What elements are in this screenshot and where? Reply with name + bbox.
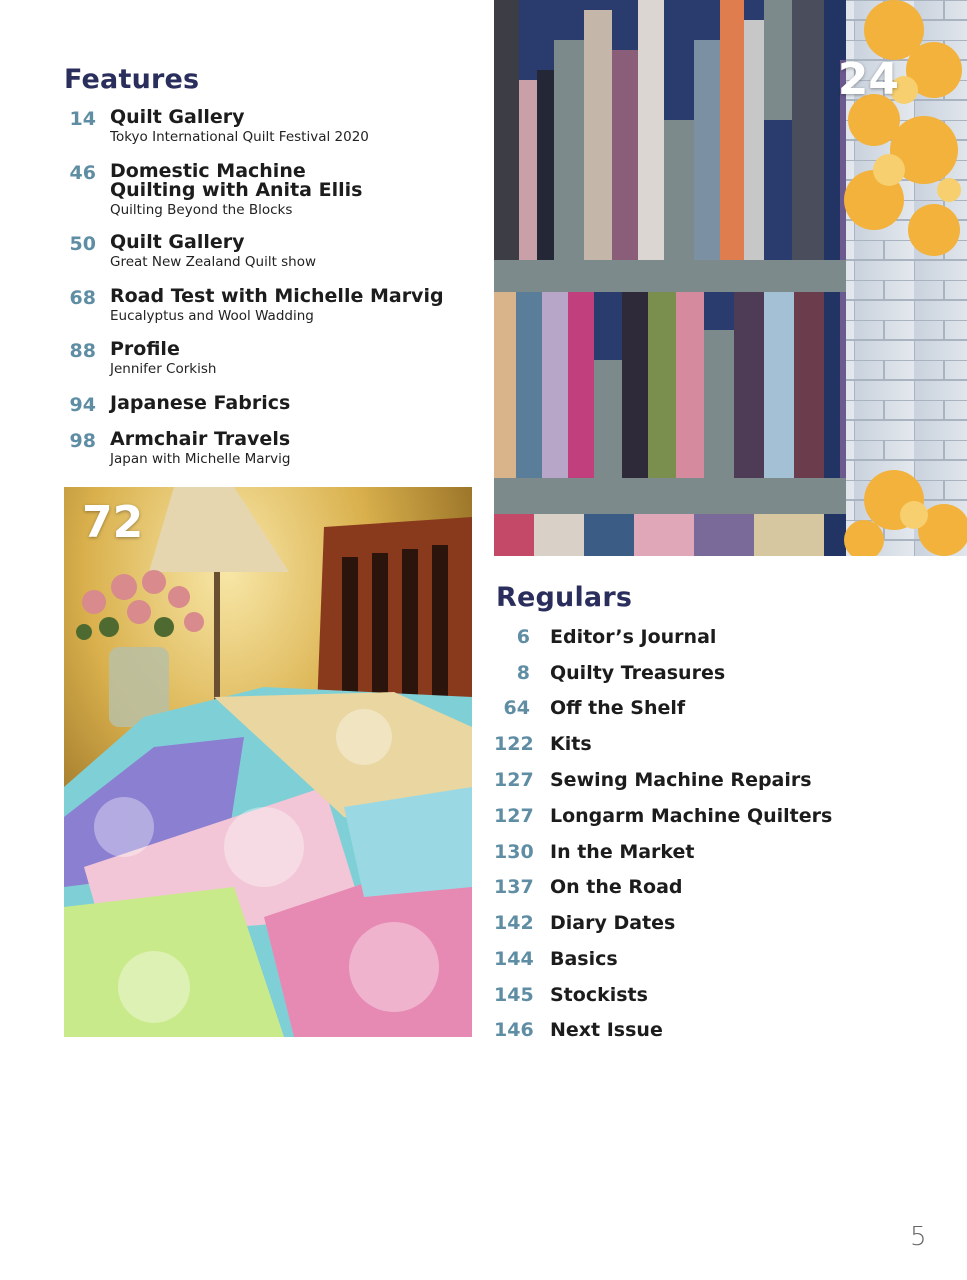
feature-subtitle: Tokyo International Quilt Festival 2020	[110, 129, 369, 145]
regulars-heading: Regulars	[496, 582, 633, 613]
regular-page-number: 146	[494, 1019, 534, 1041]
regular-title: Off the Shelf	[550, 697, 686, 719]
feature-title: Road Test with Michelle Marvig	[110, 285, 444, 307]
regular-title: Sewing Machine Repairs	[550, 769, 812, 791]
regular-page-number: 127	[494, 805, 534, 827]
feature-page-number: 46	[69, 162, 96, 184]
feature-title: Domestic Machine Quilting with Anita Ellis	[110, 160, 363, 201]
feature-page-number: 68	[69, 287, 96, 309]
regular-title: Editor’s Journal	[550, 626, 717, 648]
features-heading: Features	[64, 64, 200, 95]
feature-title: Quilt Gallery	[110, 106, 245, 128]
feature-item[interactable]	[64, 430, 444, 468]
regular-page-number: 8	[516, 662, 530, 684]
regular-page-number: 127	[494, 769, 534, 791]
regular-page-number: 64	[503, 697, 530, 719]
feature-item[interactable]	[64, 233, 444, 271]
feature-subtitle: Great New Zealand Quilt show	[110, 254, 317, 270]
bed-quilt-photo[interactable]	[64, 487, 472, 1037]
regular-page-number: 145	[494, 984, 534, 1006]
regular-item[interactable]	[494, 947, 934, 971]
feature-item[interactable]	[64, 108, 444, 146]
feature-page-number: 50	[69, 233, 96, 255]
regular-page-number: 144	[494, 948, 534, 970]
feature-subtitle: Quilting Beyond the Blocks	[110, 202, 293, 218]
feature-item[interactable]	[64, 162, 444, 219]
regular-title: Stockists	[550, 984, 648, 1006]
photo-page-number-24: 24	[837, 54, 899, 105]
feature-subtitle: Japan with Michelle Marvig	[110, 451, 291, 467]
feature-subtitle: Jennifer Corkish	[110, 361, 217, 377]
regular-title: In the Market	[550, 841, 695, 863]
regular-page-number: 142	[494, 912, 534, 934]
regular-item[interactable]	[494, 911, 934, 935]
regular-title: Next Issue	[550, 1019, 663, 1041]
feature-page-number: 98	[69, 430, 96, 452]
feature-subtitle: Eucalyptus and Wool Wadding	[110, 308, 314, 324]
regular-title: Basics	[550, 948, 618, 970]
feature-page-number: 14	[69, 108, 96, 130]
regular-item[interactable]	[494, 1018, 934, 1042]
regular-item[interactable]	[494, 696, 934, 720]
regular-item[interactable]	[494, 875, 934, 899]
bed-quilt-illustration	[64, 487, 472, 1037]
regular-item[interactable]	[494, 768, 934, 792]
feature-item[interactable]	[64, 392, 444, 416]
regular-title: Quilty Treasures	[550, 662, 726, 684]
feature-item[interactable]	[64, 287, 444, 325]
page-number: 5	[910, 1222, 927, 1252]
regular-title: Longarm Machine Quilters	[550, 805, 833, 827]
regular-page-number: 137	[494, 876, 534, 898]
regular-title: On the Road	[550, 876, 683, 898]
regular-page-number: 122	[494, 733, 534, 755]
regular-title: Diary Dates	[550, 912, 676, 934]
regular-page-number: 6	[516, 626, 530, 648]
regular-item[interactable]	[494, 732, 934, 756]
regular-item[interactable]	[494, 625, 934, 649]
regular-page-number: 130	[494, 841, 534, 863]
feature-page-number: 88	[69, 340, 96, 362]
feature-title: Japanese Fabrics	[110, 392, 291, 414]
photo-page-number-72: 72	[82, 497, 144, 548]
regular-item[interactable]	[494, 983, 934, 1007]
regular-item[interactable]	[494, 804, 934, 828]
regular-item[interactable]	[494, 840, 934, 864]
regular-item[interactable]	[494, 661, 934, 685]
regular-title: Kits	[550, 733, 592, 755]
feature-title: Profile	[110, 338, 180, 360]
feature-page-number: 94	[69, 394, 96, 416]
feature-title: Quilt Gallery	[110, 231, 245, 253]
feature-title: Armchair Travels	[110, 428, 291, 450]
quilt-wall-photo[interactable]	[494, 0, 967, 556]
feature-item[interactable]	[64, 340, 444, 378]
